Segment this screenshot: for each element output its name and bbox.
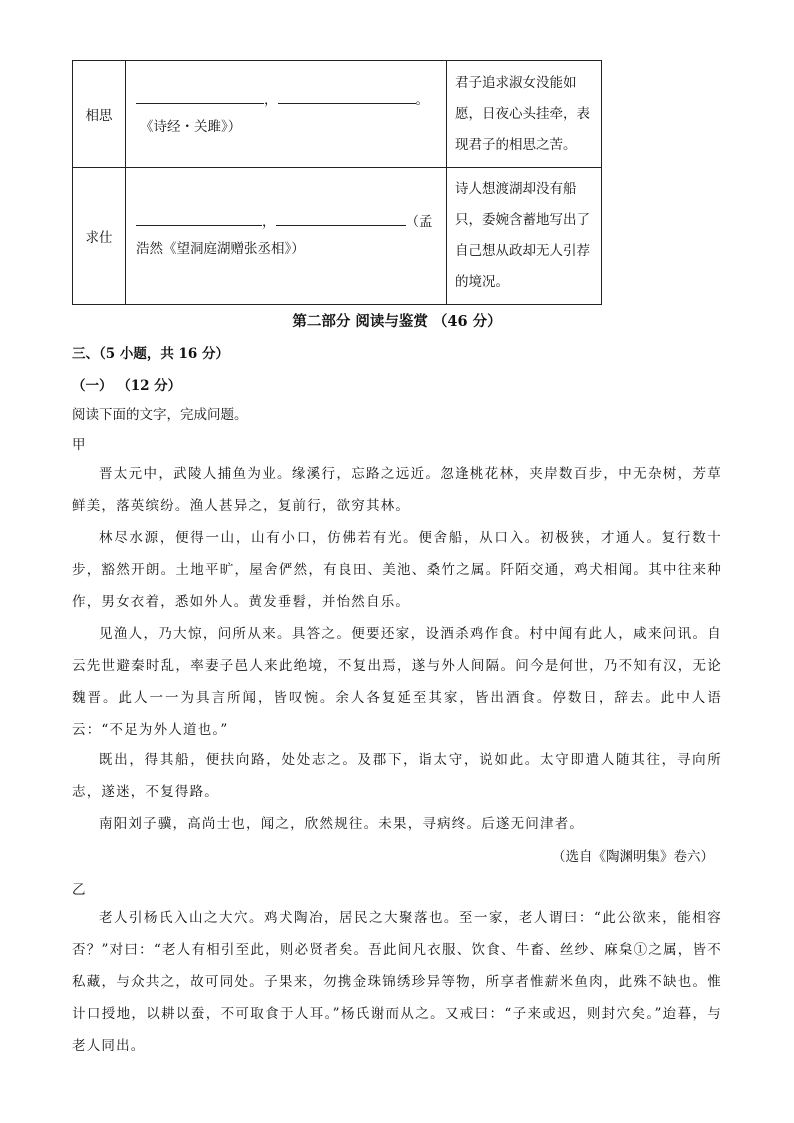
instruction: 阅读下面的文字，完成问题。	[72, 407, 248, 423]
source-text: 浩然《望洞庭湖赠张丞相》）	[136, 241, 305, 257]
table-row	[73, 168, 602, 305]
answer-blank[interactable]	[136, 211, 262, 226]
answer-blank[interactable]	[276, 211, 406, 226]
passage-paragraph: 老人引杨氏入山之大穴。鸡犬陶冶，居民之大聚落也。至一家，老人谓曰：“此公欲来，能相容否？”对曰：“老人有相引至此，则必贤者矣。吾此间凡衣服、饮食、牛畜、丝纱、麻枲①之属，皆不私藏，与众共之，故可同处。子果来，勿携金珠锦绣珍异等物，所享者惟薪米鱼肉，此殊不缺也。惟计口授地，以耕以蚕，不可取食于人耳。”杨氏谢而从之。又戒曰：“子来或迟，则封穴矣。”迨暮，与老人同出。	[72, 910, 722, 1054]
passage-paragraph: 既出，得其船，便扶向路，处处志之。及郡下，诣太守，说如此。太守即遣人随其往，寻向所志，遂迷，不复得路。	[72, 752, 722, 800]
explanation-cell: 君子追求淑女没能如愿，日夜心头挂牵，表现君子的相思之苦。	[447, 61, 602, 168]
passage-paragraph: 林尽水源，便得一山，山有小口，仿佛若有光。便舍船，从口入。初极狭，才通人。复行数十步，豁然开朗。土地平旷，屋舍俨然，有良田、美池、桑竹之属。阡陌交通，鸡犬相闻。其中往来种作，男女衣着，悉如外人。黄发垂髫，并怡然自乐。	[72, 530, 722, 610]
table-row	[73, 61, 602, 168]
separator: ，	[264, 92, 278, 108]
section-heading: 三、（5 小题，共 16 分）	[72, 346, 230, 362]
theme-cell: 相思	[73, 61, 126, 168]
poem-fill-table	[72, 60, 602, 305]
passage-paragraph: 见渔人，乃大惊，问所从来。具答之。便要还家，设酒杀鸡作食。村中闻有此人，咸来问讯。自云先世避秦时乱，率妻子邑人来此绝境，不复出焉，遂与外人间隔。问今是何世，乃不知有汉，无论魏晋。此人一一为具言所闻，皆叹惋。余人各复延至其家，皆出酒食。停数日，辞去。此中人语云：“不足为外人道也。”	[72, 626, 722, 738]
part-heading: 第二部分 阅读与鉴赏 （46 分）	[292, 313, 502, 330]
blank-cell	[126, 61, 447, 168]
source-text: 《诗经・关雎》）	[140, 119, 242, 135]
passage-paragraph: 南阳刘子骥，高尚士也，闻之，欣然规往。未果，寻病终。后遂无问津者。	[99, 816, 585, 832]
blank-cell	[126, 168, 447, 305]
explanation-cell: 诗人想渡湖却没有船只，委婉含蓄地写出了自己想从政却无人引荐的境况。	[447, 168, 602, 305]
source-text: （孟	[405, 214, 433, 230]
passage-source: （选自《陶渊明集》卷六）	[552, 849, 714, 865]
passage-paragraph: 晋太元中，武陵人捕鱼为业。缘溪行，忘路之远近。忽逢桃花林，夹岸数百步，中无杂树，芳草鲜美，落英缤纷。渔人甚异之，复前行，欲穷其林。	[72, 466, 722, 514]
passage-label-b: 乙	[72, 882, 86, 898]
separator: ，	[262, 214, 276, 230]
sub-heading: （一） （12 分）	[72, 378, 182, 394]
passage-label-a: 甲	[72, 437, 86, 453]
answer-blank[interactable]	[278, 89, 416, 104]
theme-cell: 求仕	[73, 168, 126, 305]
separator: 。	[415, 92, 429, 108]
answer-blank[interactable]	[136, 89, 264, 104]
